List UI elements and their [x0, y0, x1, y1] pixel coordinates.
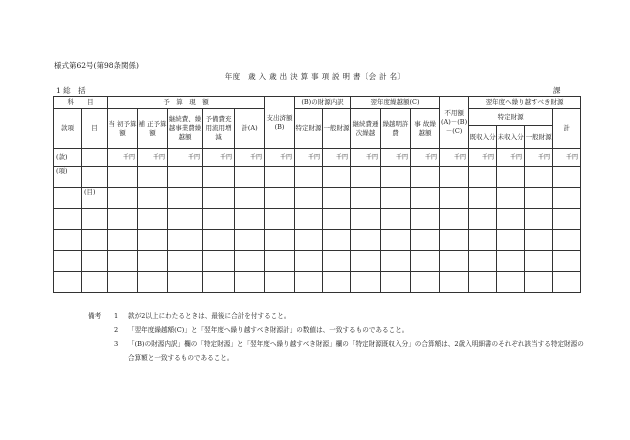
header-shishutsu: 支出済額(B)	[265, 97, 295, 149]
header-yobihi: 予備費充用流用増減	[203, 109, 235, 149]
header-jiko: 事 故繰越額	[411, 109, 440, 149]
form-number: 様式第62号(第98条関係)	[54, 61, 139, 70]
header-ippan2: 一般財源	[525, 132, 552, 141]
table-row	[54, 167, 581, 188]
header-kankou: 款項	[54, 109, 82, 149]
notes-section	[88, 309, 588, 365]
unit-cell: 千円	[168, 149, 203, 167]
row-label-moku: (目)	[82, 188, 108, 209]
section-label: 1 総 括	[56, 86, 86, 95]
header-meikyo: 繰越明許費	[381, 109, 411, 149]
header-kurikoshi-total: 翌年度繰越額(C)	[351, 97, 440, 109]
note-text: 「翌年度繰越額(C)」と「翌年度へ繰り越すべき財源計」の数値は、一致するものであること。	[128, 326, 409, 334]
unit-cell: 千円	[381, 149, 411, 167]
note-text: 款が2以上にわたるときは、最後に合計を付すること。	[128, 312, 291, 320]
unit-cell: 千円	[108, 149, 138, 167]
unit-cell: 千円	[351, 149, 381, 167]
header-ippan: 一般財源	[323, 109, 351, 149]
note-text: 「(B)の財源内訳」欄の「特定財源」と「翌年度へ繰り越すべき財源」欄の「特定財源既収入分」の合算額は、2歳入明細書のそれぞれ該当する特定財源の合算額と一致するものであること。	[128, 340, 584, 362]
table-row	[54, 209, 581, 230]
header-tokutei2: 特定財源	[469, 109, 552, 126]
unit-cell: 千円	[440, 149, 469, 167]
table-row	[54, 188, 581, 209]
header-keizoku-tsugi: 継続費逓次繰越	[351, 109, 381, 149]
notes-heading: 備考	[88, 312, 102, 320]
unit-cell: 千円	[497, 149, 525, 167]
unit-cell: 千円	[235, 149, 265, 167]
unit-cell: 千円	[525, 149, 553, 167]
header-zaigen-uchiwake: (B)の財源内訳	[295, 97, 351, 109]
header-hosei: 補 正予算額	[138, 109, 168, 149]
unit-cell: 千円	[203, 149, 235, 167]
note-number: 1	[114, 312, 119, 320]
header-kurikoshi-zaigen: 翌年度へ繰り越すべき財源	[469, 97, 581, 109]
unit-cell: 千円	[553, 149, 581, 167]
unit-cell: 千円	[469, 149, 497, 167]
row-label-kan: (款)	[54, 149, 82, 167]
table-row	[54, 230, 581, 251]
settlement-table	[53, 96, 581, 293]
header-moku: 目	[82, 109, 108, 149]
unit-cell: 千円	[265, 149, 295, 167]
note-item	[88, 323, 588, 337]
header-kamoku: 科 目	[54, 97, 108, 109]
note-item	[88, 337, 588, 365]
header-tousho: 当 初予算額	[108, 109, 138, 149]
table-row	[54, 149, 581, 167]
header-tokutei: 特定財源	[295, 109, 323, 149]
table-row	[54, 251, 581, 272]
unit-cell: 千円	[323, 149, 351, 167]
header-kei-a: 計(A)	[235, 109, 265, 149]
header-fuyou: 不用額(A)－(B)－(C)	[440, 97, 469, 149]
header-mishuu: 未収入分	[497, 126, 525, 148]
note-number: 2	[114, 326, 119, 334]
department-label: 課	[553, 86, 561, 95]
document-title: 年度 歳 入 歳 出 決 算 事 項 説 明 書〔会 計 名〕	[224, 72, 406, 81]
header-keizoku: 継続費、繰越事業費繰越額	[168, 109, 203, 149]
unit-cell: 千円	[138, 149, 168, 167]
note-number: 3	[114, 340, 119, 348]
unit-cell: 千円	[411, 149, 440, 167]
header-kishuu: 既収入分	[469, 126, 497, 148]
header-tokutei2-group	[469, 109, 553, 149]
header-yosan-gengaku: 予 算 現 額	[108, 97, 265, 109]
note-item	[88, 309, 588, 323]
row-label-kou: (項)	[54, 167, 82, 188]
unit-cell: 千円	[295, 149, 323, 167]
table-row	[54, 272, 581, 293]
header-kei: 計	[553, 109, 581, 149]
